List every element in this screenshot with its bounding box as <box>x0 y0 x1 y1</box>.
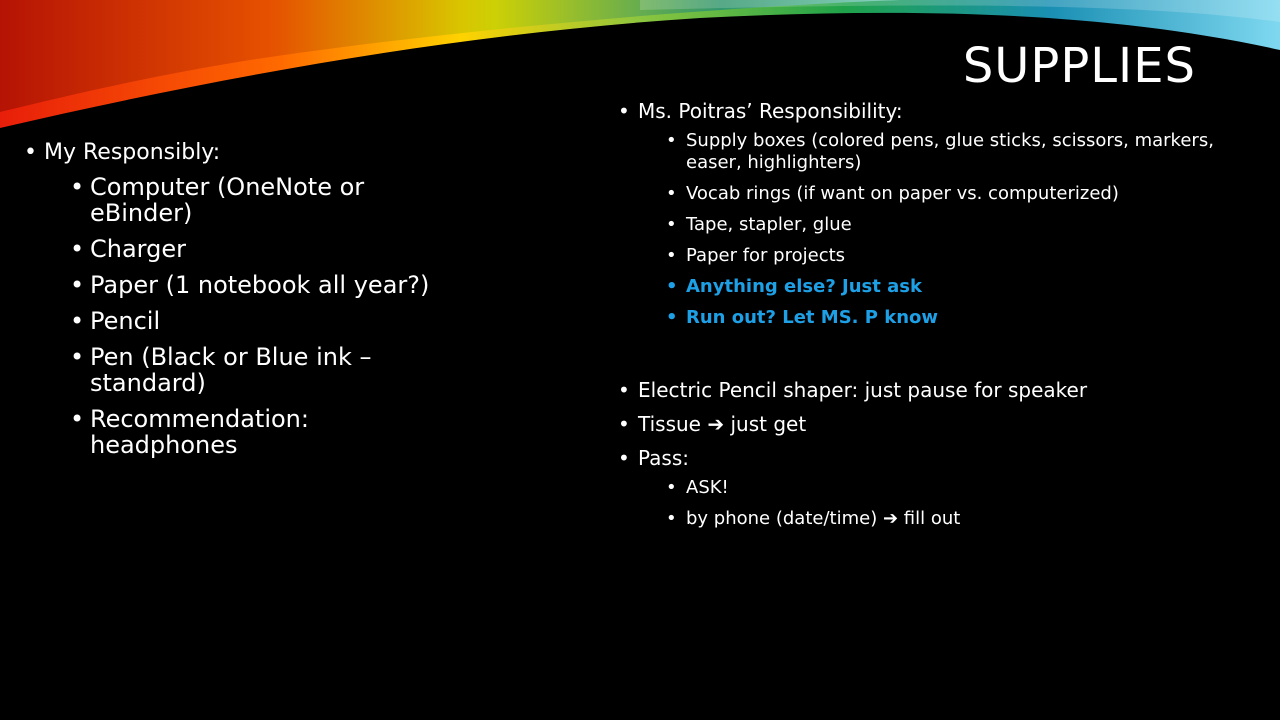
pass-phone-text: by phone (date/time) <box>686 508 878 529</box>
pass-heading: Pass: <box>638 446 689 470</box>
list-item-highlight: • Anything else? Just ask <box>686 276 1238 298</box>
list-item: • Tape, stapler, glue <box>686 214 1238 236</box>
list-item: • Recommendation: headphones <box>90 406 464 458</box>
my-supplies-sublist <box>90 174 464 458</box>
list-item: • Computer (OneNote or eBinder) <box>90 174 464 226</box>
arrow-right-icon: ➔ <box>707 412 725 436</box>
tissue-label: Tissue <box>638 412 701 436</box>
list-item: • Vocab rings (if want on paper vs. computerized) <box>686 183 1238 205</box>
list-item: • Electric Pencil shaper: just pause for speaker <box>638 377 1238 403</box>
my-responsibility-list <box>44 138 464 468</box>
list-item <box>44 138 464 458</box>
page-title: SUPPLIES <box>962 38 1196 94</box>
my-responsibility-heading: • My Responsibly: <box>44 140 221 165</box>
pass-sublist <box>686 477 1238 530</box>
teacher-responsibility-heading: Ms. Poitras’ Responsibility: <box>638 99 903 123</box>
tissue-suffix: just get <box>730 412 807 436</box>
teacher-responsibility-list <box>638 98 1238 539</box>
list-item: • Supply boxes (colored pens, glue sticks, scissors, markers, easer, highlighters) <box>686 130 1238 174</box>
list-item: • ASK! <box>686 477 1238 499</box>
list-item: • Pencil <box>90 308 464 334</box>
list-item: • Paper for projects <box>686 245 1238 267</box>
list-item: • Charger <box>90 236 464 262</box>
list-item: • Pen (Black or Blue ink – standard) <box>90 344 464 396</box>
list-item <box>638 445 1238 530</box>
pass-phone-suffix: fill out <box>903 508 961 529</box>
list-item-highlight: • Run out? Let MS. P know <box>686 307 1238 329</box>
teacher-supplies-sublist <box>686 130 1238 329</box>
list-item <box>686 508 1238 530</box>
list-item <box>638 411 1238 437</box>
list-item: • Paper (1 notebook all year?) <box>90 272 464 298</box>
arrow-right-icon: ➔ <box>882 508 899 529</box>
list-item <box>638 98 1238 329</box>
